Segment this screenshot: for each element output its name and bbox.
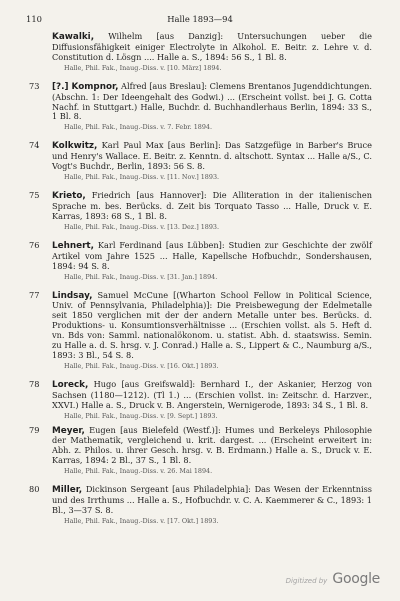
author-name: Miller, [52, 485, 83, 496]
entry-footer: Halle, Phil. Fak., Inaug.-Diss. v. [16. Okt.] 1893. [64, 361, 219, 370]
entry-body [52, 485, 372, 516]
entry-text: Eugen [aus Bielefeld (Westf.)]: Humes und Berkeleys Philosophie der Mathematik, vergleichend u. krit. dargest. ... (Erscheint erweitert in: Abh. z. Philos. u. ihrer Gesch. hrsg. v. B. Erdmann.) Halle a. S., Druck v. E. Karras, 1894: 2 Bl., 37 S., 1 Bl. 8. [52, 424, 372, 466]
entry-number: 80 [29, 484, 40, 495]
entry [29, 190, 373, 231]
entry-list [29, 31, 373, 535]
entry-number: 78 [29, 378, 40, 389]
entry-number: 74 [29, 140, 40, 151]
entry-text: Hugo [aus Greifswald]: Bernhard I., der Askanier, Herzog von Sachsen (1180—1212). (Tl 1.) ... (Erschien vollst. in: Zeitschr. d. Harzver., XXVI.) Halle a. S., Druck v. B. Angerstein, Wernigerode, 1893: 34 S., 1 Bl. 8. [52, 378, 372, 410]
entry [29, 140, 372, 182]
entry-body [52, 426, 372, 467]
entry-footer: Halle, Phil. Fak., Inaug.-Diss. v. [10. März] 1894. [64, 63, 222, 72]
page-number: 110 [26, 14, 42, 24]
entry [29, 239, 372, 281]
watermark-prefix: Digitized by [285, 577, 328, 585]
entry [52, 32, 372, 72]
watermark-brand: Google [332, 571, 380, 587]
entry-text: Friedrich [aus Hannover]: Die Alliteration in der italienischen Sprache m. bes. Berücks. d. Zeit bis Torquato Tasso ... Halle, Druck v. E. Karras, 1893: 68 S., 1 Bl. 8. [52, 190, 373, 221]
author-name: Loreck, [52, 379, 89, 390]
entry-text: Wilhelm [aus Danzig]: Untersuchungen ueber die Diffusionsfähigkeit einiger Electrolyte in Alkohol. E. Beitr. z. Lehre v. d. Constitution d. Lösgn .... Halle a. S., 1894: 56 S., 1 Bl. 8. [52, 31, 373, 62]
entry-number: 76 [29, 239, 40, 250]
entry-body [52, 291, 372, 361]
entry-footer: Halle, Phil. Fak., Inaug.-Diss. v. 26. Mai 1894. [64, 467, 213, 476]
entry-footer: Halle, Phil. Fak., Inaug.-Diss. v. [31. Jan.] 1894. [64, 272, 218, 281]
entry-number: 75 [29, 190, 40, 201]
entry-text: Dickinson Sergeant [aus Philadelphia]: Das Wesen der Erkenntniss und des Irrthums ... Halle a. S., Hofbuchdr. v. C. A. Kaemmerer & C., 1893: 1 Bl., 3—37 S. 8. [52, 484, 373, 515]
author-name: Lehnert, [52, 240, 94, 251]
entry [29, 424, 372, 476]
entry-body [52, 191, 372, 222]
entry-body [52, 380, 372, 411]
author-name: Lindsay, [52, 290, 93, 301]
author-name: Krieto, [52, 191, 86, 202]
page-header [0, 14, 400, 26]
google-watermark [286, 568, 380, 587]
entry [29, 80, 372, 132]
entry [29, 289, 373, 370]
entry [29, 484, 373, 525]
entry-footer: Halle, Phil. Fak., Inaug.-Diss. v. [17. Okt.] 1893. [64, 516, 219, 525]
entry-body [52, 32, 372, 63]
entry-text: Samuel McCune [(Wharton School Fellow in Political Science, Univ. of Pennsylvania, Philadelphia)]: Die Preisbewegung der Edelmetalle seit 1850 verglichen mit der der andern Metalle unter bes. Berücks. d. Produktions- u. Konsumtionsverhältnisse ... (Erschien vollst. als 5. Heft d. vn. Bds von: Samml. nationalökonom. u. statist. Abh. d. staatswiss. Semin. zu Halle a. d. S. hrsg. v. J. Conrad.) Halle a. S., Lippert & C., Naumburg a/S., 1893: 3 Bl., 54 S. 8. [52, 289, 373, 360]
entry-text: Karl Ferdinand [aus Lübben]: Studien zur Geschichte der zwölf Artikel vom Jahre 1525 ... Halle, Kapellsche Hofbuchdr., Sondershausen, 1894: 94 S. 8. [52, 239, 372, 271]
entry-footer: Halle, Phil. Fak., Inaug.-Diss. v. [11. Nov.] 1893. [64, 173, 220, 182]
entry-number: 73 [29, 80, 40, 91]
entry-footer: Halle, Phil. Fak., Inaug.-Diss. v. [13. Dez.] 1893. [64, 222, 220, 231]
author-name: Kolkwitz, [52, 141, 98, 152]
entry-footer: Halle, Phil. Fak., Inaug.-Diss. v. 7. Febr. 1894. [64, 123, 213, 132]
entry-text: Alfred [aus Breslau]: Clemens Brentanos Jugenddichtungen. (Abschn. 1: Der Ideengehalt des Godwi.) ... (Erscheint vollst. bei J. G. Cotta Nachf. in Stuttgart.) Halle, Buchdr. d. Buchhandlerhaus Berlin, 1894: 33 S., 1 Bl. 8. [52, 80, 372, 122]
entry-body [52, 82, 372, 123]
entry [29, 378, 372, 420]
entry-body [52, 141, 372, 172]
entry-footer: Halle, Phil. Fak., Inaug.-Diss. v. [9. Sept.] 1893. [64, 411, 218, 420]
entry-number: 79 [29, 424, 40, 435]
running-title: Halle 1893—94 [167, 14, 233, 24]
entry-body [52, 241, 372, 272]
author-name: Kawalki, [52, 32, 95, 42]
author-name: [?.] Kompnor, [52, 81, 119, 92]
entry-text: Karl Paul Max [aus Berlin]: Das Satzgefüge in Barber's Bruce und Henry's Wallace. E. Beitr. z. Kenntn. d. altschott. Syntax ... Halle a/S., C. Vogt's Buchdr., Berlin, 1893: 56 S. 8. [52, 140, 372, 172]
author-name: Meyer, [52, 425, 85, 436]
entry-number: 77 [29, 289, 40, 300]
